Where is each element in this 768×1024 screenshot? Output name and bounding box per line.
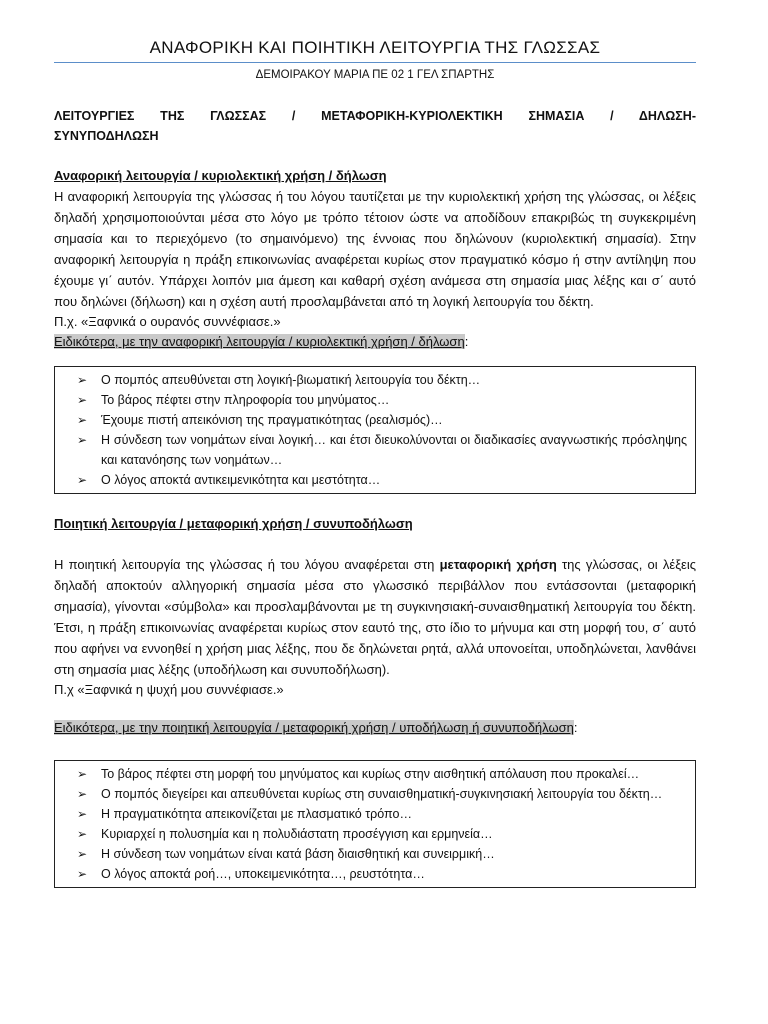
list-item-text: Το βάρος πέφτει στη μορφή του μηνύματος και κυρίως στην αισθητική απόλαυση που προκαλεί… [101,767,640,781]
list-item [77,410,687,430]
referential-heading: Αναφορική λειτουργία / κυριολεκτική χρήση / δήλωση [54,168,387,183]
arrow-bullet-icon: ➢ [77,787,88,801]
referential-highlight-line [54,332,696,352]
arrow-bullet-icon: ➢ [77,393,88,407]
arrow-bullet-icon: ➢ [77,847,88,861]
referential-highlight-colon: : [464,334,469,349]
list-item-text: Ο πομπός απευθύνεται στη λογική-βιωματική λειτουργία του δέκτη… [101,373,481,387]
poetic-section [54,514,696,888]
list-item [77,784,687,804]
topics-heading: ΛΕΙΤΟΥΡΓΙΕΣ ΤΗΣ ΓΛΩΣΣΑΣ / ΜΕΤΑΦΟΡΙΚΗ-ΚΥΡΙΟΛΕΚΤΙΚΗ ΣΗΜΑΣΙΑ / ΔΗΛΩΣΗ-ΣΥΝΥΠΟΔΗΛΩΣΗ [54,109,696,143]
arrow-bullet-icon: ➢ [77,807,88,821]
arrow-bullet-icon: ➢ [77,867,88,881]
list-item-text: Κυριαρχεί η πολυσημία και η πολυδιάστατη προσέγγιση και ερμηνεία… [101,827,493,841]
list-item [77,470,687,490]
arrow-bullet-icon: ➢ [77,373,88,387]
referential-example: Π.χ. «Ξαφνικά ο ουρανός συννέφιασε.» [54,314,281,329]
poetic-highlight: Ειδικότερα, με την ποιητική λειτουργία / μεταφορική χρήση / υποδήλωση ή συνυποδήλωση [54,720,574,735]
arrow-bullet-icon: ➢ [77,413,88,427]
poetic-paragraph-end: της γλώσσας, οι λέξεις δηλαδή αποκτούν αλληγορική σημασία μέσα στο γλωσσικό περιβάλλον που εντάσσονται (μεταφορική σημασία), γίνονται «σύμβολα» και προσλαμβάνονται με τη συγκινησιακή-συναισθηματική λειτουργία του δέκτη. Έτσι, η πράξη επικοινωνίας αναφέρεται κυρίως στον εαυτό της, στο ίδιο το μήνυμα και στη μορφή του, σ΄ αυτό που αφήνει να εννοηθεί η χρήση μιας λέξης, που δε δηλώνεται ρητά, αλλά υπονοείται, υποδηλώνεται, λανθάνει στη σημασία μιας λέξης (υποδήλωση και συνυποδήλωση). [54,557,696,677]
list-item [77,370,687,390]
poetic-example: Π.χ «Ξαφνικά η ψυχή μου συννέφιασε.» [54,682,284,697]
document-title: ΑΝΑΦΟΡΙΚΗ ΚΑΙ ΠΟΙΗΤΙΚΗ ΛΕΙΤΟΥΡΓΙΑ ΤΗΣ ΓΛΩΣΣΑΣ [149,38,601,57]
document-author: ΔΕΜΟΙΡΑΚΟΥ ΜΑΡΙΑ ΠΕ 02 1 ΓΕΛ ΣΠΑΡΤΗΣ [255,69,495,81]
poetic-highlight-colon: : [573,720,578,735]
poetic-points-list [77,764,687,884]
poetic-paragraph [54,554,696,680]
title-divider [54,62,696,63]
document-page [54,0,696,888]
list-item-text: Ο λόγος αποκτά ροή…, υποκειμενικότητα…, ρευστότητα… [101,867,425,881]
arrow-bullet-icon: ➢ [77,767,88,781]
arrow-bullet-icon: ➢ [77,827,88,841]
list-item-text: Ο πομπός διεγείρει και απευθύνεται κυρίως στη συναισθηματική-συγκινησιακή λειτουργία του δέκτη… [101,787,663,801]
list-item-text: Έχουμε πιστή απεικόνιση της πραγματικότητας (ρεαλισμός)… [101,413,443,427]
list-item [77,390,687,410]
referential-paragraph: Η αναφορική λειτουργία της γλώσσας ή του λόγου ταυτίζεται με την κυριολεκτική χρήση της γλώσσας, οι λέξεις δηλαδή χρησιμοποιούνται μέσα στο λόγο με τρόπο τέτοιον ώστε να αποδίδουν επακριβώς τη συγκεκριμένη σημασία και το περιεχόμενο (το σημαινόμενο) της έννοιας που δηλώνουν (κυριολεκτική σημασία). Στην αναφορική λειτουργία η πράξη επικοινωνίας αναφέρεται κυρίως στον πραγματικό κόσμο ή στην αντίληψη που έχουμε γι΄ αυτόν. Υπάρχει λοιπόν μια άμεση και καθαρή σχέση ανάμεσα στη σημασία μιας λέξης και σ΄ αυτό που δηλώνει (δήλωση) και η σχέση αυτή προσλαμβάνεται από τη λογική λειτουργία του δέκτη. [54,189,696,309]
poetic-heading: Ποιητική λειτουργία / μεταφορική χρήση / συνυποδήλωση [54,516,413,531]
list-item-text: Η σύνδεση των νοημάτων είναι κατά βάση διαισθητική και συνειρμική… [101,847,495,861]
list-item-text: Η σύνδεση των νοημάτων είναι λογική… και έτσι διευκολύνονται οι διαδικασίες αναγνωστικής πρόσληψης και κατανόησης των νοημάτων… [101,433,687,467]
poetic-highlight-line [54,718,696,738]
referential-section [54,166,696,494]
referential-points-list [77,370,687,490]
poetic-paragraph-emphasis: μεταφορική χρήση [439,557,557,572]
list-item-text: Το βάρος πέφτει στην πληροφορία του μηνύματος… [101,393,390,407]
list-item [77,864,687,884]
list-item-text: Ο λόγος αποκτά αντικειμενικότητα και μεστότητα… [101,473,381,487]
list-item [77,430,687,470]
arrow-bullet-icon: ➢ [77,433,88,447]
list-item-text: Η πραγματικότητα απεικονίζεται με πλασματικό τρόπο… [101,807,412,821]
poetic-points-box [54,760,696,888]
referential-points-box [54,366,696,494]
list-item [77,844,687,864]
poetic-paragraph-start: Η ποιητική λειτουργία της γλώσσας ή του λόγου αναφέρεται στη [54,557,440,572]
referential-highlight: Ειδικότερα, με την αναφορική λειτουργία / κυριολεκτική χρήση / δήλωση [54,334,465,349]
list-item [77,764,687,784]
arrow-bullet-icon: ➢ [77,473,88,487]
list-item [77,804,687,824]
list-item [77,824,687,844]
